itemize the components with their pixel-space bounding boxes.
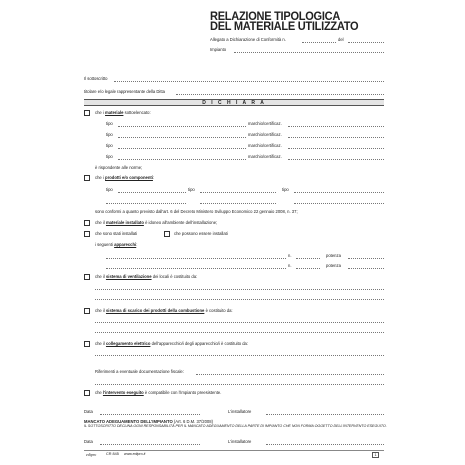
mancato-text: IL SOTTOSCRITTO DECLINA OGNI RESPONSABILITÀ PER IL MANCATO ADEGUAMENTO DELLA PARTE DI IMPIANTO CHE NON FORMA OGGETTO DELL'INTERVENTO ESEGUITO. — [84, 424, 387, 428]
ditta-field[interactable] — [176, 94, 384, 95]
publisher-logo: edipro — [86, 452, 97, 457]
intervento-checkbox[interactable] — [84, 390, 90, 396]
collegamento-checkbox[interactable] — [84, 341, 90, 347]
tipo-label: tipo — [106, 121, 113, 126]
n-field[interactable] — [296, 258, 320, 259]
section8-text: che l'intervento eseguito è compatibile con l'impianto preesistente. — [95, 390, 222, 395]
tipo-field[interactable] — [118, 148, 246, 149]
n-label: n. — [288, 253, 292, 258]
potenza-field[interactable] — [348, 258, 384, 259]
apparecchio-field[interactable] — [106, 268, 286, 269]
tipo-label: tipo — [106, 154, 113, 159]
marchio-label: marchio/certificaz. — [248, 121, 282, 126]
impianto-label: Impianto — [210, 47, 227, 52]
tipo-extra-field[interactable] — [294, 203, 384, 204]
possono-essere-label: che possono essere installati — [174, 231, 228, 236]
apparecchio-field[interactable] — [106, 258, 286, 259]
tipo-field[interactable] — [118, 137, 246, 138]
tipo-extra-field[interactable] — [200, 203, 276, 204]
marchio-label: marchio/certificaz. — [248, 143, 282, 148]
installatore-signature-field[interactable] — [266, 444, 384, 445]
scarico-field[interactable] — [95, 322, 384, 323]
potenza-label: potenza — [326, 253, 341, 258]
tipo-label: tipo — [106, 187, 113, 192]
installatore-label: L'installatore — [228, 439, 252, 444]
riferimenti-label: Riferimenti a eventuale documentazione fiscale: — [95, 369, 184, 374]
section7-text: che il collegamento elettrico dell'apparecchio/i degli apparecchio/i è costituito da: — [95, 341, 249, 346]
dichiara-band — [84, 99, 384, 106]
marchio-field[interactable] — [288, 137, 384, 138]
data-field[interactable] — [100, 414, 200, 415]
tipo-label: tipo — [188, 187, 195, 192]
n-field[interactable] — [296, 268, 320, 269]
sottoscritto-field[interactable] — [114, 81, 384, 82]
tipo-field[interactable] — [118, 159, 246, 160]
sottoscritto-label: Il sottoscritto — [84, 76, 108, 81]
installatore-label: L'installatore — [228, 409, 252, 414]
page-number-box — [372, 452, 379, 458]
section6-text: che il sistema di scarico dei prodotti della combustione è costituito da: — [95, 308, 233, 313]
potenza-label: potenza — [326, 263, 341, 268]
n-label: n. — [288, 263, 292, 268]
tipo-field[interactable] — [294, 192, 384, 193]
tipo-field[interactable] — [118, 192, 186, 193]
tipo-field[interactable] — [200, 192, 276, 193]
allegato-label: Allegato a Dichiarazione di Conformità n. — [210, 37, 286, 42]
materiale-checkbox[interactable] — [84, 110, 90, 116]
del-label: del — [338, 37, 344, 42]
mancato-heading: MANCATO ADEGUAMENTO DELL'IMPIANTO (Art. 6 D.M. 37/2008) — [84, 419, 213, 424]
tipo-field[interactable] — [118, 126, 246, 127]
riferimenti-field[interactable] — [196, 374, 384, 375]
stati-installati-checkbox[interactable] — [84, 231, 90, 237]
tipo-label: tipo — [106, 143, 113, 148]
document-title-line2: DEL MATERIALE UTILIZZATO — [210, 19, 359, 33]
marchio-field[interactable] — [288, 126, 384, 127]
form-code: CR 845 — [106, 452, 119, 456]
scarico-field[interactable] — [95, 332, 384, 333]
dichiara-label: D I C H I A R A — [202, 100, 266, 106]
marchio-label: marchio/certificaz. — [248, 154, 282, 159]
ventilazione-checkbox[interactable] — [84, 274, 90, 280]
conformi-text: sono conformi a quanto previsto dall'art. 6 del Decreto Ministero Sviluppo Economico 22 gennaio 2008, n. 37; — [95, 209, 298, 214]
potenza-field[interactable] — [348, 268, 384, 269]
data-label: Data — [84, 409, 93, 414]
scarico-checkbox[interactable] — [84, 308, 90, 314]
riferimenti-field[interactable] — [95, 384, 384, 385]
data-field[interactable] — [100, 444, 200, 445]
marchio-field[interactable] — [288, 159, 384, 160]
section3-text: che il materiale installato è idoneo all'ambiente dell'installazione; — [95, 220, 218, 225]
possono-essere-checkbox[interactable] — [164, 231, 170, 237]
section1-text: che i materiale sottoelencato: — [95, 110, 151, 115]
stati-installati-label: che sono stati installati — [95, 231, 138, 236]
apparecchi-text: i seguenti apparecchi: — [95, 242, 138, 247]
titolare-label: titolare e/o legale rappresentante della Ditta — [84, 89, 166, 94]
document-title-line1: RELAZIONE TIPOLOGICA — [210, 9, 341, 23]
publisher-website: www.edipro.it — [124, 452, 146, 456]
page-number: 1 — [374, 452, 377, 457]
marchio-field[interactable] — [288, 148, 384, 149]
footer-divider — [84, 450, 384, 451]
collegamento-field[interactable] — [95, 355, 384, 356]
ventilazione-field[interactable] — [95, 289, 384, 290]
tipo-extra-field[interactable] — [106, 203, 186, 204]
tipo-label: tipo — [106, 132, 113, 137]
installatore-signature-field[interactable] — [266, 414, 384, 415]
section5-text: che il sistema di ventilazione dei locali è costituito da: — [95, 274, 198, 279]
materiale-installato-checkbox[interactable] — [84, 220, 90, 226]
impianto-field[interactable] — [234, 52, 384, 53]
marchio-label: marchio/certificaz. — [248, 132, 282, 137]
ventilazione-field[interactable] — [95, 299, 384, 300]
prodotti-checkbox[interactable] — [84, 175, 90, 181]
document-page — [76, 6, 388, 459]
tipo-label: tipo — [282, 187, 289, 192]
allegato-number-field[interactable] — [302, 42, 336, 43]
data-label: Data — [84, 439, 93, 444]
rispondente-text: è rispondente alle norme; — [95, 165, 143, 170]
section2-text: che i prodotti e/o componenti: — [95, 175, 155, 180]
del-date-field[interactable] — [348, 42, 384, 43]
